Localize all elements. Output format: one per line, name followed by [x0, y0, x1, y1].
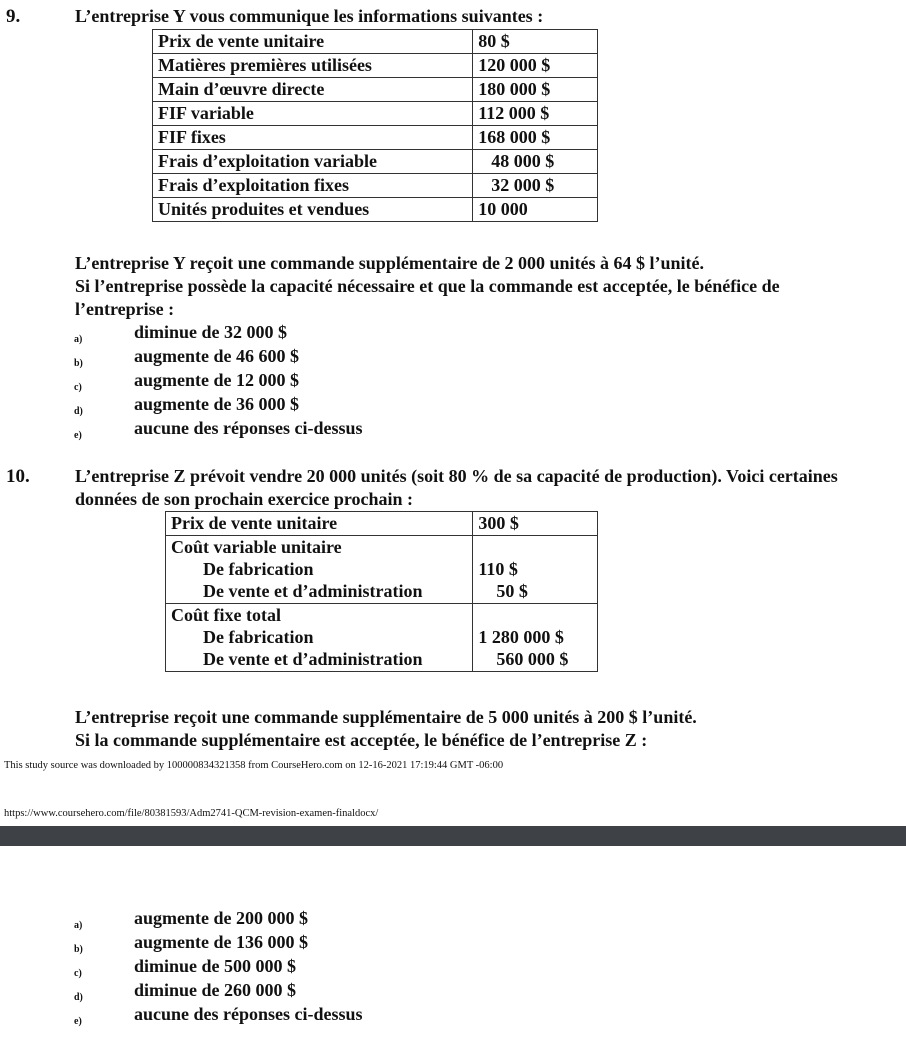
fixed-fab-value: 1 280 000 $	[478, 627, 564, 647]
q9-text-1: L’entreprise Y reçoit une commande supplémentaire de 2 000 unités à 64 $ l’unité.	[75, 253, 704, 273]
table-row	[166, 604, 598, 672]
row-value: 180 000 $	[473, 78, 598, 102]
variable-adm-value: 50 $	[496, 581, 528, 601]
q9-data-table	[152, 29, 598, 222]
row-value: 10 000	[473, 198, 598, 222]
q9-option-d[interactable]: augmente de 36 000 $	[134, 394, 299, 414]
q9-text-3: l’entreprise :	[75, 299, 175, 319]
row-value: 112 000 $	[473, 102, 598, 126]
q10-text-1: L’entreprise reçoit une commande supplémentaire de 5 000 unités à 200 $ l’unité.	[75, 707, 697, 727]
question-10-number: 10.	[6, 466, 30, 487]
question-10-intro-2: données de son prochain exercice prochain :	[75, 489, 414, 509]
fixed-cost-header: Coût fixe total	[171, 605, 281, 625]
row-label: Prix de vente unitaire	[153, 30, 473, 54]
q10-option-d-letter: d)	[74, 992, 83, 1003]
table-row	[166, 512, 598, 536]
row-value: 48 000 $	[473, 150, 598, 174]
row-label: Unités produites et vendues	[153, 198, 473, 222]
variable-adm-label: De vente et d’administration	[203, 581, 423, 601]
table-row	[153, 174, 598, 198]
table-row	[153, 78, 598, 102]
row-label: Frais d’exploitation variable	[153, 150, 473, 174]
q10-option-c-letter: c)	[74, 968, 82, 979]
q10-data-table	[165, 511, 598, 672]
q10-option-c[interactable]: diminue de 500 000 $	[134, 956, 297, 976]
q9-option-a[interactable]: diminue de 32 000 $	[134, 322, 288, 342]
fixed-fab-label: De fabrication	[203, 627, 314, 647]
q10-option-b-letter: b)	[74, 944, 83, 955]
table-row	[153, 54, 598, 78]
row-value: 80 $	[473, 30, 598, 54]
price-value: 300 $	[473, 512, 598, 536]
fixed-cost-values	[473, 604, 598, 672]
q10-option-e[interactable]: aucune des réponses ci-dessus	[134, 1004, 363, 1024]
table-row	[166, 536, 598, 604]
variable-cost-header: Coût variable unitaire	[171, 537, 342, 557]
q9-option-c-letter: c)	[74, 382, 82, 393]
row-label: Frais d’exploitation fixes	[153, 174, 473, 198]
variable-cost-labels	[166, 536, 473, 604]
row-label: FIF fixes	[153, 126, 473, 150]
q10-option-e-letter: e)	[74, 1016, 82, 1027]
q10-option-b[interactable]: augmente de 136 000 $	[134, 932, 308, 952]
download-notice: This study source was downloaded by 100000834321358 from CourseHero.com on 12-16-2021 17:19:44 GMT -06:00	[4, 760, 504, 771]
table-row	[153, 150, 598, 174]
q9-option-a-letter: a)	[74, 334, 83, 345]
fixed-adm-value: 560 000 $	[496, 649, 569, 669]
q9-text-2: Si l’entreprise possède la capacité nécessaire et que la commande est acceptée, le bénéfice de	[75, 276, 780, 296]
q10-option-d[interactable]: diminue de 260 000 $	[134, 980, 297, 1000]
q9-option-e-letter: e)	[74, 430, 82, 441]
variable-cost-values	[473, 536, 598, 604]
table-row	[153, 30, 598, 54]
table-row	[153, 102, 598, 126]
row-value: 32 000 $	[473, 174, 598, 198]
q9-option-c[interactable]: augmente de 12 000 $	[134, 370, 299, 390]
source-url[interactable]: https://www.coursehero.com/file/80381593/Adm2741-QCM-revision-examen-finaldocx/	[4, 808, 379, 819]
variable-fab-label: De fabrication	[203, 559, 314, 579]
row-label: Matières premières utilisées	[153, 54, 473, 78]
variable-fab-value: 110 $	[478, 559, 518, 579]
row-value: 168 000 $	[473, 126, 598, 150]
q9-option-d-letter: d)	[74, 406, 83, 417]
question-9-intro: L’entreprise Y vous communique les informations suivantes :	[75, 6, 544, 26]
question-10-intro-1: L’entreprise Z prévoit vendre 20 000 unités (soit 80 % de sa capacité de production). Voici certaines	[75, 466, 838, 486]
question-9-number: 9.	[6, 6, 21, 27]
q9-option-b-letter: b)	[74, 358, 83, 369]
table-row	[153, 198, 598, 222]
q10-option-a-letter: a)	[74, 920, 83, 931]
q10-option-a[interactable]: augmente de 200 000 $	[134, 908, 308, 928]
table-row	[153, 126, 598, 150]
fixed-cost-labels	[166, 604, 473, 672]
row-value: 120 000 $	[473, 54, 598, 78]
q9-option-b[interactable]: augmente de 46 600 $	[134, 346, 299, 366]
page-break-bar	[0, 826, 906, 846]
price-label: Prix de vente unitaire	[166, 512, 473, 536]
q9-option-e[interactable]: aucune des réponses ci-dessus	[134, 418, 363, 438]
row-label: FIF variable	[153, 102, 473, 126]
q10-text-2: Si la commande supplémentaire est acceptée, le bénéfice de l’entreprise Z :	[75, 730, 648, 750]
row-label: Main d’œuvre directe	[153, 78, 473, 102]
fixed-adm-label: De vente et d’administration	[203, 649, 423, 669]
